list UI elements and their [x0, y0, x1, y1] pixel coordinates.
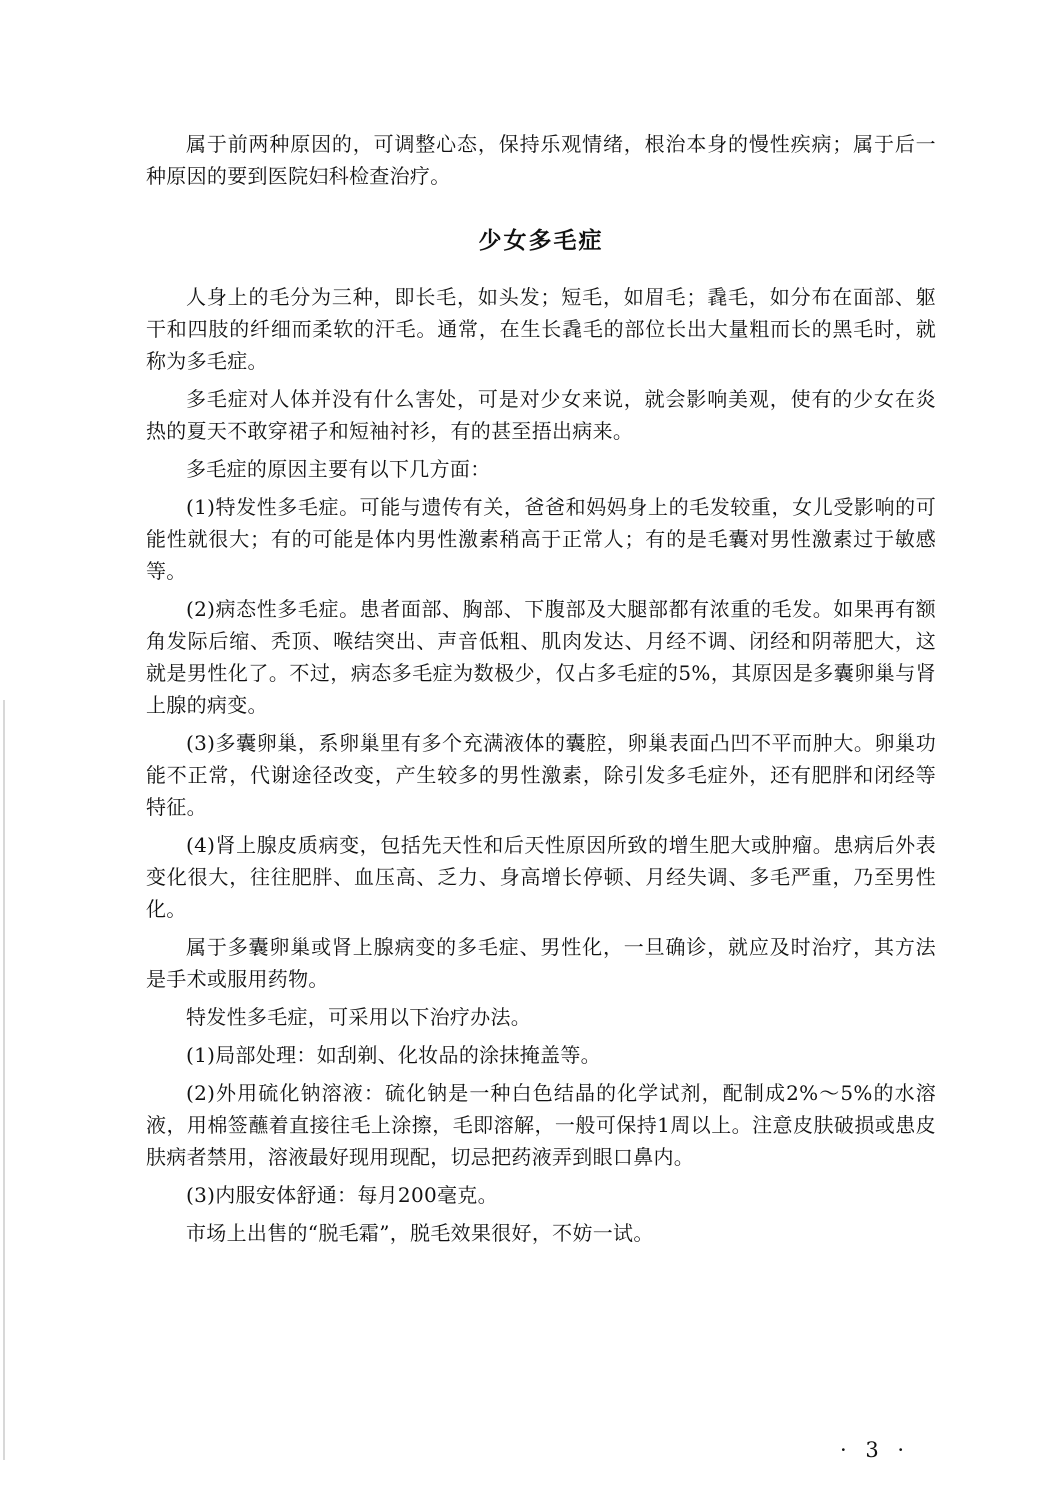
paragraph-cause-3: (3)多囊卵巢，系卵巢里有多个充满液体的囊腔，卵巢表面凸凹不平而肿大。卵巢功能不正常，代谢途径改变，产生较多的男性激素，除引发多毛症外，还有肥胖和闭经等特征。 [146, 731, 936, 819]
paragraph-treatment-3: (3)内服安体舒通：每月200毫克。 [186, 1183, 498, 1207]
paragraph-effects: 多毛症对人体并没有什么害处，可是对少女来说，就会影响美观，使有的少女在炎热的夏天不敢穿裙子和短袖衬衫，有的甚至捂出病来。 [146, 387, 936, 443]
paragraph-hair-types: 人身上的毛分为三种，即长毛，如头发；短毛，如眉毛；毳毛，如分布在面部、躯干和四肢的纤细而柔软的汗毛。通常，在生长毳毛的部位长出大量粗而长的黑毛时，就称为多毛症。 [146, 285, 936, 373]
paragraph-cause-4: (4)肾上腺皮质病变，包括先天性和后天性原因所致的增生肥大或肿瘤。患病后外表变化很大，往往肥胖、血压高、乏力、身高增长停顿、月经失调、多毛严重，乃至男性化。 [146, 833, 936, 921]
paragraph-market-tip: 市场上出售的“脱毛霜”，脱毛效果很好，不妨一试。 [186, 1221, 654, 1245]
paragraph-treatment-intro: 特发性多毛症，可采用以下治疗办法。 [186, 1005, 532, 1029]
page-number: · 3 · [840, 1438, 911, 1462]
paragraph-cause-2: (2)病态性多毛症。患者面部、胸部、下腹部及大腿部都有浓重的毛发。如果再有额角发际后缩、秃顶、喉结突出、声音低粗、肌肉发达、月经不调、闭经和阴蒂肥大，这就是男性化了。不过，病态多毛症为数极少，仅占多毛症的5%，其原因是多囊卵巢与肾上腺的病变。 [146, 597, 936, 717]
page-content [146, 128, 936, 1255]
paragraph-cause-1: (1)特发性多毛症。可能与遗传有关，爸爸和妈妈身上的毛发较重，女儿受影响的可能性就很大；有的可能是体内男性激素稍高于正常人；有的是毛囊对男性激素过于敏感等。 [146, 495, 936, 583]
intro-paragraph: 属于前两种原因的，可调整心态，保持乐观情绪，根治本身的慢性疾病；属于后一种原因的要到医院妇科检查治疗。 [146, 132, 936, 188]
scan-edge-mark [3, 700, 5, 1460]
paragraph-treatment-1: (1)局部处理：如刮剃、化妆品的涂抹掩盖等。 [186, 1043, 601, 1067]
section-title: 少女多毛症 [478, 228, 604, 254]
paragraph-causes-intro: 多毛症的原因主要有以下几方面： [186, 457, 491, 481]
paragraph-treatment-2: (2)外用硫化钠溶液：硫化钠是一种白色结晶的化学试剂，配制成2%～5%的水溶液，用棉签蘸着直接往毛上涂擦，毛即溶解，一般可保持1周以上。注意皮肤破损或患皮肤病者禁用，溶液最好现用现配，切忌把药液弄到眼口鼻内。 [146, 1081, 936, 1169]
paragraph-treatment-note: 属于多囊卵巢或肾上腺病变的多毛症、男性化，一旦确诊，就应及时治疗，其方法是手术或服用药物。 [146, 935, 936, 991]
